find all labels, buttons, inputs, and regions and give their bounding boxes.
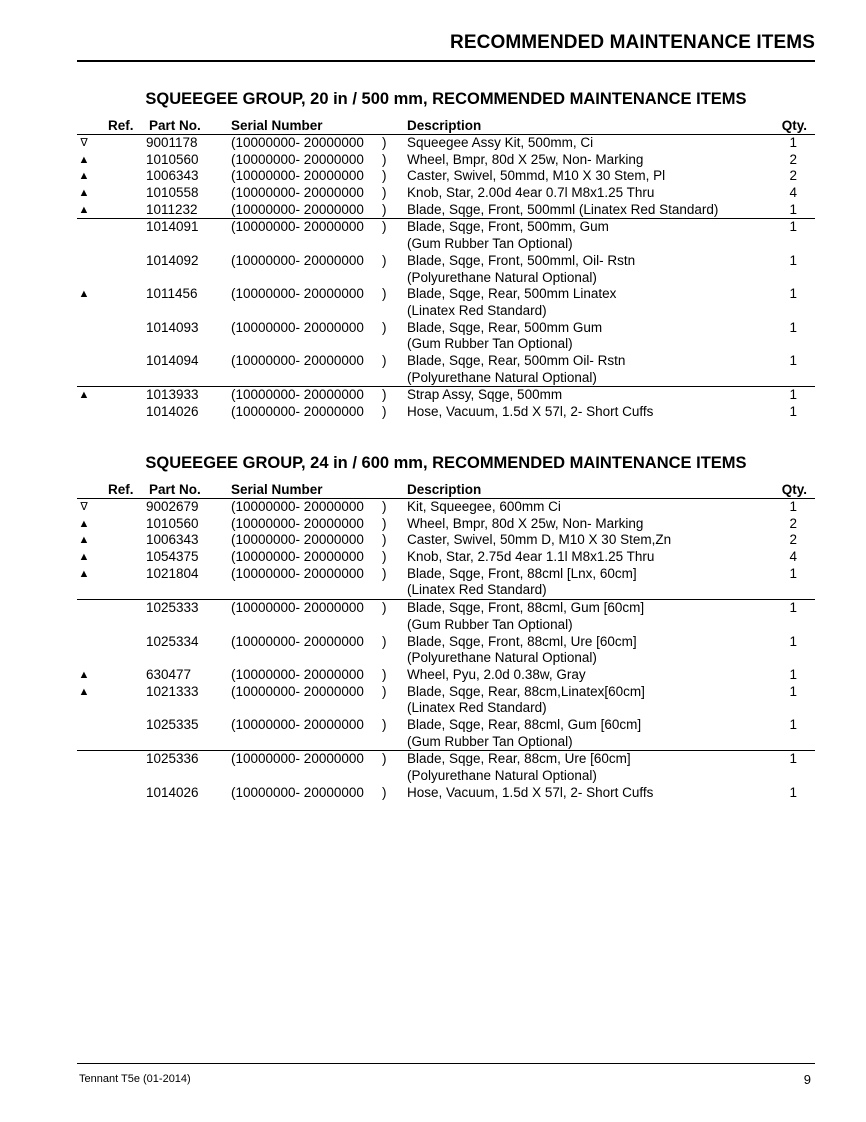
- serial-close-paren: ): [382, 666, 387, 682]
- serial-number: (10000000- 20000000: [231, 532, 364, 548]
- serial-close-paren: ): [382, 151, 387, 167]
- page-number: 9: [803, 1072, 811, 1087]
- part-number: 1021333: [146, 683, 199, 699]
- quantity: 1: [789, 666, 797, 682]
- description: [407, 219, 609, 252]
- quantity: 1: [789, 319, 797, 335]
- col-qty-header: Qty.: [781, 482, 807, 497]
- serial-number: (10000000- 20000000: [231, 201, 364, 217]
- serial-close-paren: ): [382, 286, 387, 302]
- serial-close-paren: ): [382, 717, 387, 732]
- table-row: [77, 168, 815, 185]
- description-line: Blade, Sqge, Front, 88cml, Ure [60cm]: [407, 633, 637, 649]
- part-number: 1025336: [146, 751, 199, 767]
- quantity: 2: [789, 151, 797, 167]
- serial-close-paren: ): [382, 252, 387, 268]
- serial-close-paren: ): [382, 532, 387, 548]
- serial-number: (10000000- 20000000: [231, 784, 364, 800]
- table-row: [77, 185, 815, 202]
- serial-number: (10000000- 20000000: [231, 286, 364, 302]
- description-line: (Linatex Red Standard): [407, 302, 547, 318]
- section-title: SQUEEGEE GROUP, 24 in / 600 mm, RECOMMENDED MAINTENANCE ITEMS: [145, 454, 747, 472]
- quantity: 1: [789, 404, 797, 420]
- description-line: Blade, Sqge, Rear, 88cml, Gum [60cm]: [407, 717, 642, 732]
- serial-close-paren: ): [382, 185, 387, 201]
- quantity: 1: [789, 219, 797, 235]
- col-part-header: Part No.: [149, 118, 201, 133]
- serial-close-paren: ): [382, 633, 387, 649]
- quantity: 1: [789, 499, 797, 514]
- table-row: [77, 253, 815, 286]
- table-row: [77, 634, 815, 667]
- description: [407, 152, 643, 169]
- serial-number: (10000000- 20000000: [231, 404, 364, 420]
- description: [407, 600, 644, 633]
- serial-number: (10000000- 20000000: [231, 515, 364, 531]
- serial-close-paren: ): [382, 353, 387, 368]
- serial-number: (10000000- 20000000: [231, 666, 364, 682]
- description-line: Wheel, Bmpr, 80d X 25w, Non- Marking: [407, 151, 644, 167]
- table-row: [77, 717, 815, 750]
- description-line: (Polyurethane Natural Optional): [407, 768, 597, 784]
- parts-table: [77, 134, 815, 421]
- description-line: Blade, Sqge, Front, 88cml [Lnx, 60cm]: [407, 565, 637, 581]
- serial-close-paren: ): [382, 319, 387, 335]
- col-serial-header: Serial Number: [231, 118, 323, 133]
- description-line: (Polyurethane Natural Optional): [407, 650, 597, 666]
- table-row: [77, 532, 815, 549]
- quantity: 1: [789, 286, 797, 302]
- section-title: SQUEEGEE GROUP, 20 in / 500 mm, RECOMMENDED MAINTENANCE ITEMS: [145, 90, 747, 108]
- table-row: [77, 684, 815, 717]
- serial-close-paren: ): [382, 499, 387, 514]
- serial-number: (10000000- 20000000: [231, 135, 364, 150]
- quantity: 1: [789, 784, 797, 800]
- description: [407, 566, 637, 599]
- ref-marker-icon: ▲: [78, 567, 90, 580]
- description: [407, 549, 654, 566]
- part-number: 1014091: [146, 219, 199, 235]
- serial-close-paren: ): [382, 135, 387, 150]
- quantity: 1: [789, 201, 797, 217]
- serial-close-paren: ): [382, 751, 387, 767]
- quantity: 1: [789, 353, 797, 368]
- serial-close-paren: ): [382, 387, 387, 403]
- quantity: 1: [789, 683, 797, 699]
- description: [407, 717, 641, 750]
- quantity: 2: [789, 168, 797, 184]
- ref-marker-icon: ▲: [78, 389, 90, 402]
- ref-marker-icon: ▲: [78, 187, 90, 200]
- quantity: 4: [789, 185, 797, 201]
- serial-number: (10000000- 20000000: [231, 252, 364, 268]
- description: [407, 286, 616, 319]
- description: [407, 135, 593, 152]
- column-header-row: [77, 482, 815, 499]
- ref-marker-icon: ▲: [78, 685, 90, 698]
- part-number: 1054375: [146, 549, 199, 565]
- table-row: [77, 404, 815, 421]
- col-qty-header: Qty.: [781, 118, 807, 133]
- description-line: (Polyurethane Natural Optional): [407, 369, 597, 385]
- serial-close-paren: ): [382, 549, 387, 565]
- part-number: 1010560: [146, 151, 199, 167]
- table-row: [77, 499, 815, 516]
- row-group: [77, 750, 815, 801]
- description: [407, 667, 586, 684]
- row-group: [77, 386, 815, 420]
- part-number: 1013933: [146, 387, 199, 403]
- description-line: (Linatex Red Standard): [407, 700, 547, 716]
- description: [407, 516, 643, 533]
- description-line: (Gum Rubber Tan Optional): [407, 236, 573, 252]
- table-row: [77, 202, 815, 219]
- part-number: 630477: [146, 666, 192, 682]
- table-row: [77, 751, 815, 784]
- serial-close-paren: ): [382, 201, 387, 217]
- serial-close-paren: ): [382, 219, 387, 235]
- part-number: 1014026: [146, 784, 199, 800]
- part-number: 1014094: [146, 353, 199, 368]
- serial-number: (10000000- 20000000: [231, 549, 364, 565]
- part-number: 1010558: [146, 185, 199, 201]
- table-row: [77, 785, 815, 802]
- ref-marker-icon: ∇: [80, 137, 88, 149]
- description: [407, 253, 635, 286]
- ref-marker-icon: ▲: [78, 288, 90, 301]
- description: [407, 404, 653, 421]
- description: [407, 499, 561, 516]
- ref-marker-icon: ▲: [78, 534, 90, 547]
- quantity: 1: [789, 633, 797, 649]
- description-line: (Gum Rubber Tan Optional): [407, 336, 573, 352]
- row-group: [77, 499, 815, 599]
- serial-close-paren: ): [382, 683, 387, 699]
- table-row: [77, 286, 815, 319]
- table-row: [77, 667, 815, 684]
- description-line: Blade, Sqge, Front, 500mm, Gum: [407, 219, 609, 235]
- table-row: [77, 600, 815, 633]
- serial-number: (10000000- 20000000: [231, 683, 364, 699]
- table-row: [77, 566, 815, 599]
- description-line: Wheel, Pyu, 2.0d 0.38w, Gray: [407, 666, 586, 682]
- footer-publication: Tennant T5e (01-2014): [79, 1073, 191, 1085]
- ref-marker-icon: ▲: [78, 517, 90, 530]
- table-row: [77, 320, 815, 353]
- ref-marker-icon: ▲: [78, 551, 90, 564]
- description-line: Blade, Sqge, Front, 88cml, Gum [60cm]: [407, 600, 645, 616]
- description-line: Strap Assy, Sqge, 500mm: [407, 387, 563, 403]
- quantity: 2: [789, 515, 797, 531]
- description-line: Blade, Sqge, Rear, 500mm Oil- Rstn: [407, 353, 626, 368]
- table-row: [77, 353, 815, 386]
- part-number: 1010560: [146, 515, 199, 531]
- quantity: 1: [789, 565, 797, 581]
- col-serial-header: Serial Number: [231, 482, 323, 497]
- serial-number: (10000000- 20000000: [231, 319, 364, 335]
- part-number: 1006343: [146, 532, 199, 548]
- row-group: [77, 218, 815, 386]
- serial-number: (10000000- 20000000: [231, 168, 364, 184]
- description: [407, 168, 665, 185]
- col-desc-header: Description: [407, 482, 482, 497]
- description-line: Blade, Sqge, Front, 500mml, Oil- Rstn: [407, 252, 636, 268]
- serial-number: (10000000- 20000000: [231, 219, 364, 235]
- description-line: Squeegee Assy Kit, 500mm, Ci: [407, 135, 594, 150]
- part-number: 9001178: [146, 135, 198, 150]
- description: [407, 202, 718, 219]
- part-number: 1014092: [146, 252, 199, 268]
- description: [407, 387, 562, 404]
- quantity: 2: [789, 532, 797, 548]
- description-line: Hose, Vacuum, 1.5d X 57l, 2- Short Cuffs: [407, 404, 654, 420]
- part-number: 1006343: [146, 168, 199, 184]
- description-line: (Gum Rubber Tan Optional): [407, 733, 573, 749]
- part-number: 1011456: [146, 286, 198, 302]
- serial-number: (10000000- 20000000: [231, 600, 364, 616]
- description-line: Caster, Swivel, 50mm D, M10 X 30 Stem,Zn: [407, 532, 672, 548]
- description-line: Wheel, Bmpr, 80d X 25w, Non- Marking: [407, 515, 644, 531]
- serial-close-paren: ): [382, 565, 387, 581]
- description-line: Hose, Vacuum, 1.5d X 57l, 2- Short Cuffs: [407, 784, 654, 800]
- part-number: 1011232: [146, 201, 198, 217]
- description: [407, 320, 602, 353]
- serial-close-paren: ): [382, 515, 387, 531]
- serial-number: (10000000- 20000000: [231, 387, 364, 403]
- col-ref-header: Ref.: [108, 118, 134, 133]
- serial-number: (10000000- 20000000: [231, 751, 364, 767]
- description-line: Blade, Sqge, Rear, 500mm Gum: [407, 319, 603, 335]
- description-line: (Gum Rubber Tan Optional): [407, 616, 573, 632]
- serial-number: (10000000- 20000000: [231, 151, 364, 167]
- part-number: 1025333: [146, 600, 199, 616]
- ref-marker-icon: ▲: [78, 153, 90, 166]
- description: [407, 751, 631, 784]
- serial-number: (10000000- 20000000: [231, 499, 364, 514]
- ref-marker-icon: ▲: [78, 203, 90, 216]
- serial-number: (10000000- 20000000: [231, 185, 364, 201]
- serial-close-paren: ): [382, 168, 387, 184]
- quantity: 1: [789, 387, 797, 403]
- quantity: 1: [789, 717, 797, 732]
- parts-table: [77, 498, 815, 801]
- col-part-header: Part No.: [149, 482, 201, 497]
- quantity: 1: [789, 252, 797, 268]
- description-line: Caster, Swivel, 50mmd, M10 X 30 Stem, Pl: [407, 168, 666, 184]
- ref-marker-icon: ∇: [80, 501, 88, 513]
- part-number: 1025334: [146, 633, 199, 649]
- description: [407, 684, 645, 717]
- description: [407, 532, 671, 549]
- row-group: [77, 135, 815, 218]
- description: [407, 185, 654, 202]
- quantity: 1: [789, 600, 797, 616]
- part-number: 9002679: [146, 499, 199, 514]
- serial-number: (10000000- 20000000: [231, 353, 364, 368]
- serial-number: (10000000- 20000000: [231, 565, 364, 581]
- description-line: Blade, Sqge, Rear, 500mm Linatex: [407, 286, 617, 302]
- column-header-row: [77, 118, 815, 135]
- col-desc-header: Description: [407, 118, 482, 133]
- part-number: 1014026: [146, 404, 199, 420]
- col-ref-header: Ref.: [108, 482, 134, 497]
- table-row: [77, 549, 815, 566]
- table-row: [77, 219, 815, 252]
- quantity: 1: [789, 751, 797, 767]
- serial-number: (10000000- 20000000: [231, 633, 364, 649]
- serial-close-paren: ): [382, 404, 387, 420]
- table-row: [77, 387, 815, 404]
- page-footer: [77, 1063, 815, 1087]
- description-line: Blade, Sqge, Rear, 88cm, Ure [60cm]: [407, 751, 631, 767]
- description-line: (Linatex Red Standard): [407, 582, 547, 598]
- ref-marker-icon: ▲: [78, 170, 90, 183]
- serial-close-paren: ): [382, 784, 387, 800]
- serial-close-paren: ): [382, 600, 387, 616]
- table-row: [77, 152, 815, 169]
- page-title: RECOMMENDED MAINTENANCE ITEMS: [450, 32, 815, 53]
- description-line: Kit, Squeegee, 600mm Ci: [407, 499, 561, 514]
- part-number: 1021804: [146, 565, 199, 581]
- description-line: Knob, Star, 2.00d 4ear 0.7l M8x1.25 Thru: [407, 185, 655, 201]
- page-header: [77, 30, 815, 62]
- description-line: Blade, Sqge, Front, 500mml (Linatex Red Standard): [407, 201, 719, 217]
- row-group: [77, 599, 815, 750]
- serial-number: (10000000- 20000000: [231, 717, 364, 732]
- part-number: 1025335: [146, 717, 199, 732]
- description-line: Knob, Star, 2.75d 4ear 1.1l M8x1.25 Thru: [407, 549, 655, 565]
- quantity: 1: [789, 135, 797, 150]
- description: [407, 634, 637, 667]
- description: [407, 353, 625, 386]
- description-line: (Polyurethane Natural Optional): [407, 269, 597, 285]
- table-row: [77, 516, 815, 533]
- ref-marker-icon: ▲: [78, 668, 90, 681]
- description: [407, 785, 653, 802]
- part-number: 1014093: [146, 319, 199, 335]
- description-line: Blade, Sqge, Rear, 88cm,Linatex[60cm]: [407, 683, 645, 699]
- quantity: 4: [789, 549, 797, 565]
- table-row: [77, 135, 815, 152]
